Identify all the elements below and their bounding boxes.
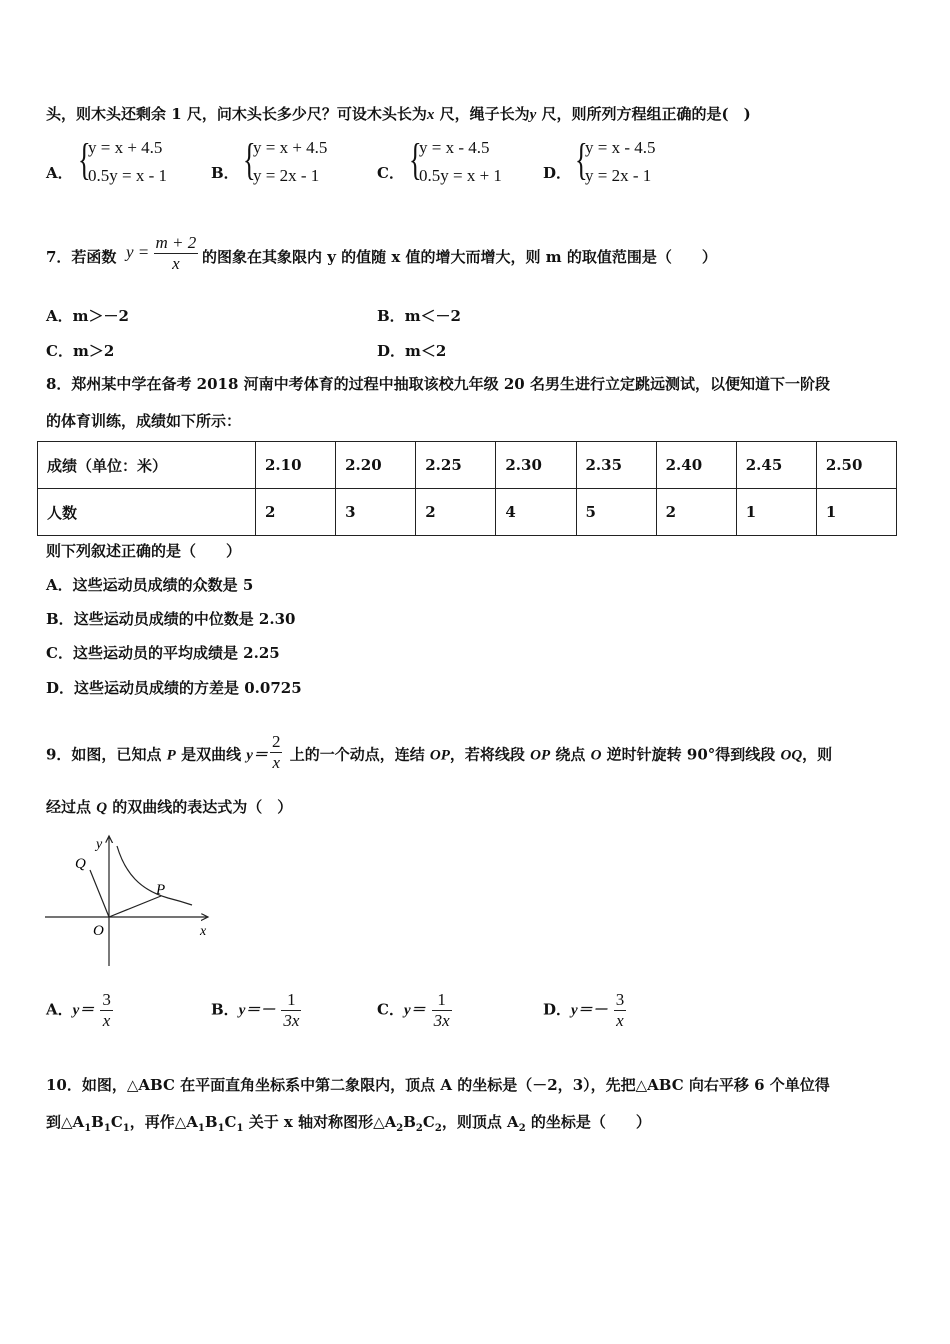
q7-option-a-text: m＞－2 — [72, 307, 129, 325]
q10-sub-9: 2 — [434, 1123, 442, 1134]
q10-sub-3: 1 — [122, 1123, 130, 1134]
table-cell: 2.30 — [496, 442, 576, 489]
q9-option-b-fraction — [281, 990, 301, 1031]
q6-option-b-system: { y = x + 4.5 y = 2x - 1 — [243, 135, 328, 185]
q7-option-c-text: m＞2 — [72, 342, 115, 360]
q10-text-j: ，则顶点 A — [441, 1113, 519, 1131]
q9-seg-oq: OQ — [780, 747, 803, 764]
segment-oq — [90, 870, 109, 917]
q8-option-c-label: C． — [46, 644, 73, 662]
q8-option-c-text: 这些运动员的平均成绩是 2.25 — [72, 644, 280, 662]
table-cell: 2 — [656, 489, 736, 536]
q10-text-b: B — [91, 1113, 104, 1131]
q9-point-q: Q — [96, 800, 108, 816]
q8-question: 则下列叙述正确的是（ ） — [46, 542, 242, 560]
q10-text-c: C — [110, 1113, 123, 1131]
q10-sub-2: 1 — [103, 1123, 111, 1134]
q9-stem-line2 — [46, 796, 292, 817]
q9-text-2: 是双曲线 — [175, 745, 247, 764]
q8-option-b-text: 这些运动员成绩的中位数是 2.30 — [73, 610, 296, 628]
q8-option-b-label: B． — [46, 610, 74, 628]
q8-option-a-text: 这些运动员成绩的众数是 5 — [72, 576, 254, 594]
q7-option-c — [46, 340, 114, 361]
q9-seg-op-2: OP — [530, 747, 551, 764]
q6-option-a-row1: y = x + 4.5 — [88, 138, 163, 157]
q7-option-d-label: D． — [377, 342, 406, 360]
table-cell: 2.50 — [816, 442, 896, 489]
figure-label-p: P — [156, 882, 166, 898]
q9-option-a-lhs: y＝ — [72, 1002, 95, 1019]
q9-point-p: P — [166, 747, 176, 764]
figure-label-q: Q — [75, 856, 86, 872]
q8-option-a-label: A． — [46, 576, 73, 594]
q8-option-c — [46, 642, 280, 663]
table-cell: 2.45 — [736, 442, 816, 489]
q9-stem-line1 — [46, 732, 833, 776]
q9-fraction — [270, 732, 283, 773]
table-row — [38, 442, 897, 489]
table-cell: 2.35 — [576, 442, 656, 489]
q9-text-5: 绕点 — [550, 745, 591, 764]
q9-option-b-num: 1 — [287, 990, 296, 1009]
q6-stem-text-3: 尺，则所列方程组正确的是( ) — [536, 105, 751, 123]
q6-stem-text-2: 尺，绳子长为 — [434, 105, 530, 123]
q6-option-a-system: { y = x + 4.5 0.5y = x - 1 — [78, 135, 167, 185]
q9-option-a-den: x — [100, 1010, 113, 1031]
q10-stem-line2 — [46, 1111, 651, 1134]
q10-sub-8: 2 — [415, 1123, 423, 1134]
q6-option-a-row2: 0.5y = x - 1 — [88, 166, 167, 185]
q9-option-c — [377, 990, 452, 1031]
q7-option-a — [46, 305, 129, 326]
q9-point-o: O — [590, 747, 602, 764]
q9-line2-text-b: 的双曲线的表达式为（ ） — [107, 798, 293, 816]
table-cell: 2.20 — [336, 442, 416, 489]
q8-option-d-label: D． — [46, 679, 75, 697]
q9-text-3: 上的一个动点，连结 — [284, 745, 430, 764]
q7-func-lhs: y = — [126, 242, 150, 262]
q8-score-table — [37, 441, 897, 536]
q9-option-b — [211, 990, 301, 1031]
q9-text-7: ，则 — [802, 745, 833, 764]
q10-sub-1: 1 — [84, 1123, 92, 1134]
q9-option-a-label: A． — [46, 1000, 73, 1019]
q9-seg-op: OP — [429, 747, 450, 764]
q6-option-d-row1: y = x - 4.5 — [585, 138, 656, 157]
table-cell: 5 — [576, 489, 656, 536]
q7-option-d — [377, 340, 446, 361]
q10-text-f: C — [224, 1113, 237, 1131]
table-cell: 2.10 — [256, 442, 336, 489]
q9-option-d-num: 3 — [615, 990, 625, 1009]
q9-option-c-num: 1 — [437, 990, 446, 1009]
q10-sub-7: 2 — [396, 1123, 404, 1134]
table-cell: 2.40 — [656, 442, 736, 489]
q9-option-d — [543, 990, 626, 1031]
table-cell: 成绩（单位：米） — [38, 442, 256, 489]
q10-stem-line1: 10．如图，△ABC 在平面直角坐标系中第二象限内，顶点 A 的坐标是（－2，3），先把△ABC 向右平移 6 个单位得 — [46, 1076, 830, 1094]
q10-text-k: 的坐标是（ ） — [525, 1113, 651, 1131]
table-cell: 3 — [336, 489, 416, 536]
q7-option-d-text: m＜2 — [405, 342, 447, 360]
q7-fraction — [154, 233, 199, 274]
q6-option-d-label: D． — [543, 164, 572, 182]
segment-op — [109, 896, 161, 917]
q9-frac-numerator: 2 — [271, 732, 281, 751]
figure-label-x: x — [200, 924, 207, 939]
q9-option-d-label: D． — [543, 1000, 572, 1019]
table-cell: 4 — [496, 489, 576, 536]
q9-option-d-fraction — [614, 990, 627, 1031]
q8-stem-line2: 的体育训练，成绩如下所示： — [46, 412, 242, 430]
table-cell: 人数 — [38, 489, 256, 536]
hyperbola-curve — [117, 846, 192, 905]
table-cell: 2 — [416, 489, 496, 536]
q10-sub-4: 1 — [197, 1123, 205, 1134]
q7-option-c-label: C． — [46, 342, 73, 360]
q8-option-d-text: 这些运动员成绩的方差是 0.0725 — [74, 679, 302, 697]
q9-option-a-num: 3 — [102, 990, 111, 1009]
q9-line2-text-a: 经过点 — [46, 798, 97, 816]
q10-text-e: B — [204, 1113, 218, 1131]
table-cell: 1 — [816, 489, 896, 536]
q7-func-numerator: m + 2 — [155, 233, 197, 252]
q9-option-b-den: 3x — [283, 1011, 300, 1030]
q7-option-b — [377, 305, 461, 326]
q6-option-c-label: C． — [377, 164, 404, 182]
q8-option-d — [46, 677, 302, 698]
q6-option-d-row2: y = 2x - 1 — [585, 166, 652, 185]
q7-function — [126, 233, 198, 274]
table-row — [38, 489, 897, 536]
q10-sub-6: 1 — [236, 1123, 244, 1134]
q9-option-c-label: C． — [377, 1000, 404, 1019]
q7-option-b-label: B． — [377, 307, 405, 325]
q6-option-c-system: { y = x - 4.5 0.5y = x + 1 — [409, 135, 502, 185]
q6-option-b-row1: y = x + 4.5 — [253, 138, 328, 157]
q10-text-i: C — [422, 1113, 435, 1131]
q7-suffix: 的图象在其象限内 y 的值随 x 值的增大而增大，则 m 的取值范围是（ ） — [202, 248, 717, 266]
q6-option-b-row2: y = 2x - 1 — [253, 166, 320, 185]
q9-option-a — [46, 990, 113, 1031]
table-cell: 1 — [736, 489, 816, 536]
q9-option-c-lhs: y＝ — [403, 1002, 426, 1019]
q9-y-eq: y＝ — [246, 747, 268, 764]
q9-text-6: 逆时针旋转 90°得到线段 — [601, 745, 781, 764]
q8-option-a — [46, 574, 253, 595]
figure-label-o: O — [93, 923, 104, 939]
q9-option-c-fraction — [432, 990, 452, 1031]
q6-stem — [46, 103, 751, 124]
q7-option-a-label: A． — [46, 307, 73, 325]
q9-figure — [40, 828, 220, 973]
q10-text-a: 到△A — [46, 1113, 85, 1131]
q6-stem-text-1: 头，则木头还剩余 1 尺，问木头长多少尺？可设木头长为 — [46, 105, 427, 123]
q9-text-4: ，若将线段 — [449, 745, 531, 764]
table-cell: 2 — [256, 489, 336, 536]
q6-option-a-label: A． — [46, 164, 73, 182]
q7-func-denominator: x — [154, 253, 199, 274]
q9-option-a-fraction — [100, 990, 113, 1031]
q8-stem-line1: 8．郑州某中学在备考 2018 河南中考体育的过程中抽取该校九年级 20 名男生进行立定跳远测试，以便知道下一阶段 — [46, 375, 830, 393]
q9-option-d-den: x — [614, 1010, 627, 1031]
q6-option-d-system: { y = x - 4.5 y = 2x - 1 — [575, 135, 656, 185]
q6-var-y: y — [529, 107, 537, 123]
q9-option-b-label: B． — [211, 1000, 239, 1019]
q10-sub-10: 2 — [518, 1123, 526, 1134]
q9-option-b-lhs: y＝－ — [238, 1002, 276, 1019]
figure-label-y: y — [96, 837, 103, 852]
q9-option-d-lhs: y＝－ — [571, 1002, 608, 1019]
q7-prefix: 7．若函数 — [46, 248, 117, 266]
q6-var-x: x — [426, 107, 435, 123]
q10-text-d: ，再作△A — [129, 1113, 198, 1131]
q10-sub-5: 1 — [217, 1123, 225, 1134]
q7-option-b-text: m＜－2 — [404, 307, 461, 325]
q9-option-c-den: 3x — [433, 1011, 450, 1030]
q6-option-c-row1: y = x - 4.5 — [419, 138, 490, 157]
q10-text-h: B — [403, 1113, 416, 1131]
q6-option-b-label: B． — [211, 164, 239, 182]
q6-option-c-row2: 0.5y = x + 1 — [419, 166, 502, 185]
q9-frac-denominator: x — [270, 752, 283, 773]
table-cell: 2.25 — [416, 442, 496, 489]
q9-text-1: 9．如图，已知点 — [46, 745, 167, 764]
q10-text-g: 关于 x 轴对称图形△A — [243, 1113, 397, 1131]
q8-option-b — [46, 608, 295, 629]
